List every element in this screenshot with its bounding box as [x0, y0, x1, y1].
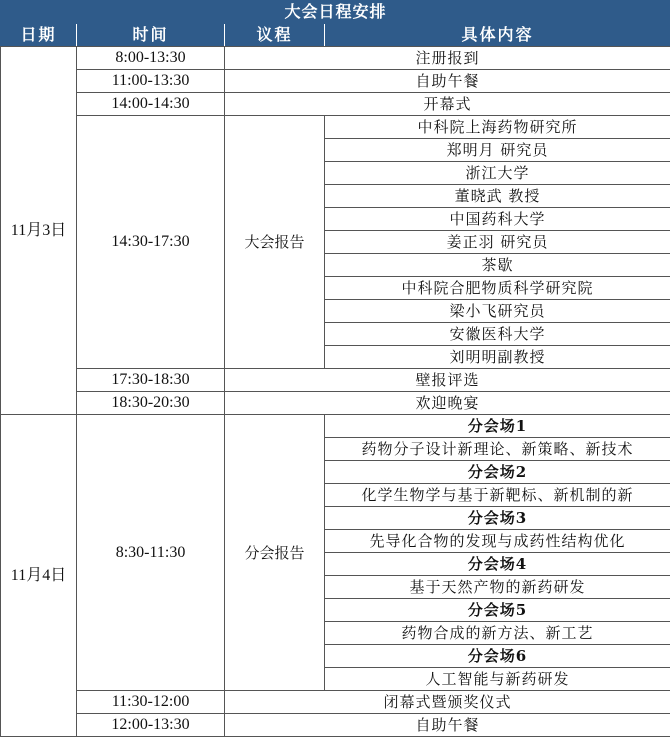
- schedule-time: 11:30-12:00: [77, 691, 225, 714]
- sessions-time: 8:30-11:30: [77, 415, 225, 691]
- plenary-item: 董晓武 教授: [325, 185, 670, 208]
- plenary-item: 中科院合肥物质科学研究院: [325, 277, 670, 300]
- table-row: [1, 369, 670, 392]
- session-name: 分会场6: [325, 645, 670, 668]
- header-row: [1, 24, 670, 47]
- schedule-time: 12:00-13:30: [77, 714, 225, 737]
- session-name: 分会场1: [325, 415, 670, 438]
- schedule-time: 8:00-13:30: [77, 47, 225, 70]
- plenary-item: 中国药科大学: [325, 208, 670, 231]
- table-title: 大会日程安排: [1, 1, 670, 24]
- session-name: 分会场3: [325, 507, 670, 530]
- session-name: 分会场5: [325, 599, 670, 622]
- schedule-content: 注册报到: [225, 47, 670, 70]
- session-topic: 化学生物学与基于新靶标、新机制的新: [325, 484, 670, 507]
- schedule-content: 自助午餐: [225, 70, 670, 93]
- plenary-agenda: 大会报告: [225, 116, 325, 369]
- header-date: 日期: [1, 24, 77, 47]
- session-name: 分会场2: [325, 461, 670, 484]
- sessions-agenda: 分会报告: [225, 415, 325, 691]
- schedule-content: 壁报评选: [225, 369, 670, 392]
- table-row: [1, 47, 670, 70]
- session-topic: 先导化合物的发现与成药性结构优化: [325, 530, 670, 553]
- header-agenda: 议程: [225, 24, 325, 47]
- plenary-item: 中科院上海药物研究所: [325, 116, 670, 139]
- session-name: 分会场4: [325, 553, 670, 576]
- date-cell: 11月4日: [1, 415, 77, 737]
- table-row: [1, 415, 670, 438]
- table-row: [1, 392, 670, 415]
- session-topic: 药物合成的新方法、新工艺: [325, 622, 670, 645]
- plenary-time: 14:30-17:30: [77, 116, 225, 369]
- plenary-item: 郑明月 研究员: [325, 139, 670, 162]
- schedule-content: 自助午餐: [225, 714, 670, 737]
- title-row: [1, 1, 670, 24]
- plenary-item: 刘明明副教授: [325, 346, 670, 369]
- schedule-content: 闭幕式暨颁奖仪式: [225, 691, 670, 714]
- date-cell: 11月3日: [1, 47, 77, 415]
- schedule-content: 开幕式: [225, 93, 670, 116]
- schedule-time: 18:30-20:30: [77, 392, 225, 415]
- header-time: 时间: [77, 24, 225, 47]
- header-content: 具体内容: [325, 24, 670, 47]
- plenary-item: 梁小飞研究员: [325, 300, 670, 323]
- schedule-content: 欢迎晚宴: [225, 392, 670, 415]
- plenary-item: 安徽医科大学: [325, 323, 670, 346]
- session-topic: 药物分子设计新理论、新策略、新技术: [325, 438, 670, 461]
- plenary-item: 茶歇: [325, 254, 670, 277]
- table-row: [1, 714, 670, 737]
- table-row: [1, 116, 670, 139]
- table-row: [1, 691, 670, 714]
- table-row: [1, 70, 670, 93]
- session-topic: 基于天然产物的新药研发: [325, 576, 670, 599]
- plenary-item: 姜正羽 研究员: [325, 231, 670, 254]
- session-topic: 人工智能与新药研发: [325, 668, 670, 691]
- table-row: [1, 93, 670, 116]
- schedule-time: 11:00-13:30: [77, 70, 225, 93]
- schedule-time: 17:30-18:30: [77, 369, 225, 392]
- plenary-item: 浙江大学: [325, 162, 670, 185]
- schedule-time: 14:00-14:30: [77, 93, 225, 116]
